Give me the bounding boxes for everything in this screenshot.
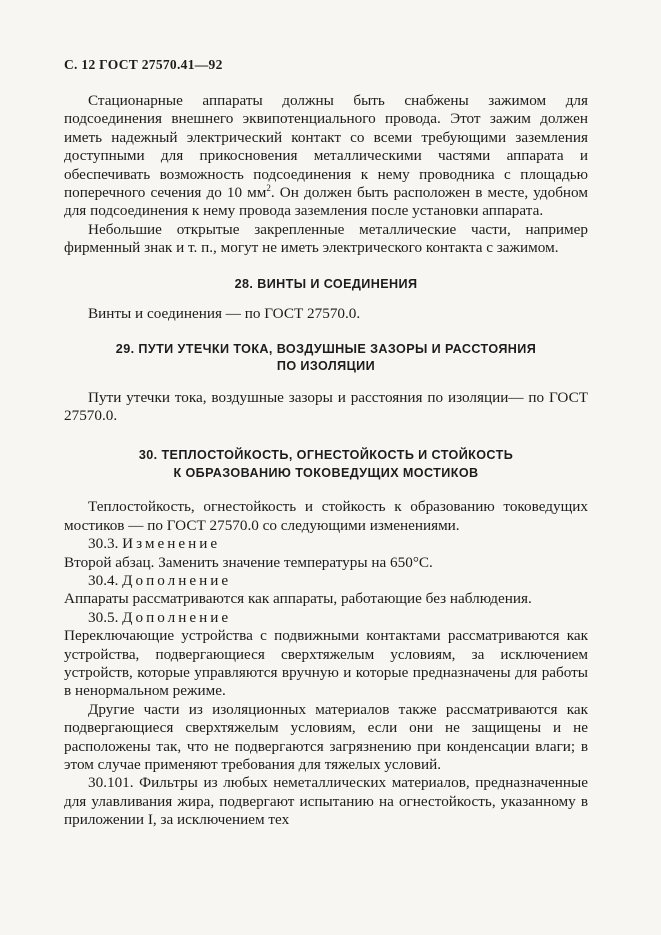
- clause-30-5-heading: [64, 609, 588, 627]
- section-28-heading: 28. ВИНТЫ И СОЕДИНЕНИЯ: [234, 276, 418, 291]
- section-29-heading-line-2: ПО ИЗОЛЯЦИИ: [276, 359, 376, 374]
- intro-p1-end: . Он должен быть расположен в месте, удобном для подсоединения к нему провода заземления после установки аппарата.: [64, 184, 588, 220]
- clause-30-5-text-2: Другие части из изоляционных материалов также рассматриваются как подвергающиеся сверхтяжелым условиям, если они не защищены и не расположены так, что не подвергаются загрязнению при конденсации влаги; в этом случае применяют требования для тяжелых условий.: [64, 700, 588, 774]
- clause-number: 30.4.: [88, 572, 119, 589]
- clause-label: Дополнение: [122, 608, 232, 626]
- document-body: [64, 92, 588, 830]
- superscript: 2: [266, 182, 271, 193]
- clause-30-101-text: 30.101. Фильтры из любых неметаллических материалов, предназначенные для улавливания жира, подвергают испытанию на огнестойкость, указанному в приложении I, за исключением тех: [64, 774, 588, 829]
- clause-30-3-text: Второй абзац. Заменить значение температуры на 650°С.: [64, 553, 433, 571]
- section-30-heading-line-2: К ОБРАЗОВАНИЮ ТОКОВЕДУЩИХ МОСТИКОВ: [173, 465, 479, 480]
- clause-number: 30.5.: [88, 608, 119, 626]
- section-29-text: Пути утечки тока, воздушные зазоры и расстояния по изоляции— по ГОСТ 27570.0.: [64, 388, 588, 424]
- section-29-heading: [64, 341, 588, 376]
- intro-p1-text: Стационарные аппараты должны быть снабжены зажимом для подсоединения внешнего эквипотенциального провода. Этот зажим должен иметь надежный электрический контакт со всеми требующими заземления доступными для прикосновения металлическими частями аппарата и обеспечивать возможность подсоединения к нему проводника с площадью поперечного сечения до 10 мм: [64, 92, 588, 202]
- page-header: С. 12 ГОСТ 27570.41—92: [64, 57, 223, 72]
- section-30-heading: [64, 447, 588, 482]
- section-29-heading-line-1: 29. ПУТИ УТЕЧКИ ТОКА, ВОЗДУШНЫЕ ЗАЗОРЫ И РАССТОЯНИЯ: [115, 341, 537, 356]
- clause-30-5-text-1: Переключающие устройства с подвижными контактами рассматриваются как устройства, подвергающиеся сверхтяжелым условиям, за исключением устройств, которые управляются вручную и которые предназначены для работы в ненормальном режиме.: [64, 627, 588, 700]
- clause-30-4-text: Аппараты рассматриваются как аппараты, работающие без наблюдения.: [64, 590, 532, 608]
- section-30-intro: Теплостойкость, огнестойкость и стойкость к образованию токоведущих мостиков — по ГОСТ 27570.0 со следующими изменениями.: [64, 498, 588, 534]
- section-28-text: Винты и соединения — по ГОСТ 27570.0.: [88, 305, 361, 323]
- section-30-heading-line-1: 30. ТЕПЛОСТОЙКОСТЬ, ОГНЕСТОЙКОСТЬ И СТОЙКОСТЬ: [138, 448, 514, 463]
- intro-paragraph-2: Небольшие открытые закрепленные металлические части, например фирменный знак и т. п., могут не иметь электрического контакта с зажимом.: [64, 220, 588, 257]
- clause-label: Дополнение: [122, 572, 232, 589]
- intro-paragraph-1: [64, 92, 588, 221]
- clause-label: Изменение: [122, 535, 221, 553]
- clause-30-3-heading: [64, 535, 588, 553]
- clause-30-4-heading: [64, 572, 588, 590]
- clause-number: 30.3.: [88, 535, 119, 553]
